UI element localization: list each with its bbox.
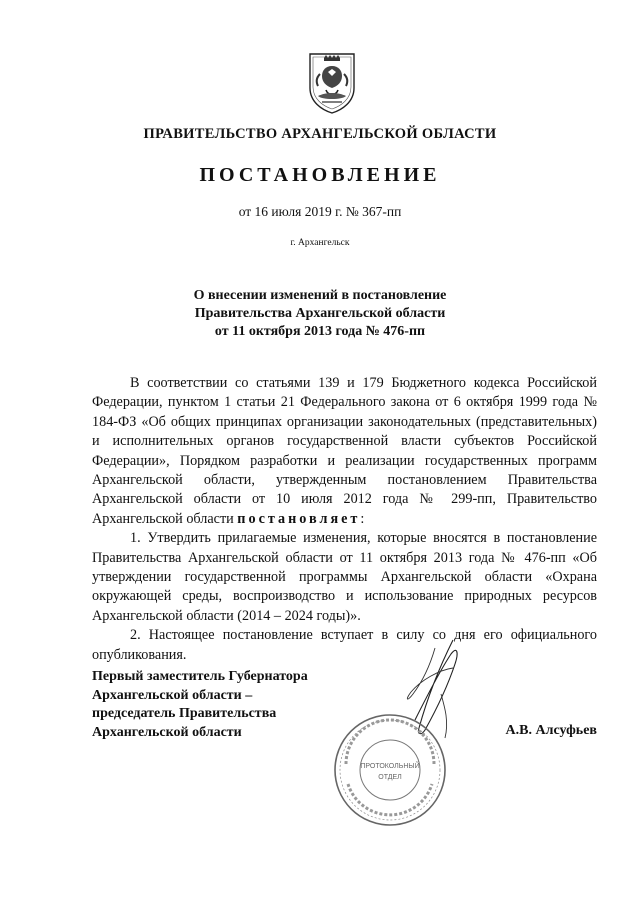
signatory-line: председатель Правительства [92, 706, 277, 721]
title-line: Правительства Архангельской области [194, 306, 446, 321]
item-1-paragraph: 1. Утвердить прилагаемые изменения, которые вносятся в постановление Правительства Архангельской области от 11 октября 2013 года № 476-пп «Об утверждении государственной программы Архангельской области «Охрана окружающей среды, воспроизводство и использование природных ресурсов Архангельской области (2014 – 2024 годы)». [92, 530, 597, 624]
signatory-position [92, 668, 308, 742]
decree-word: постановляет [237, 510, 361, 527]
document-title [0, 287, 640, 341]
round-seal-stamp-icon [332, 712, 448, 828]
signatory-line: Первый заместитель Губернатора [92, 669, 308, 684]
svg-text:ОТДЕЛ: ОТДЕЛ [378, 774, 402, 781]
item-2-paragraph: 2. Настоящее постановление вступает в силу со дня его официального опубликования. [92, 627, 597, 663]
signatory-line: Архангельской области [92, 724, 242, 740]
preamble-text: В соответствии со статьями 139 и 179 Бюджетного кодекса Российской Федерации, пунктом 1 статьи 21 Федерального закона от 6 октября 1999 года № 184-ФЗ «Об общих принципах организации законодательных (представительных) и исполнительных органов государственной власти субъектов Российской Федерации», Порядком разработки и реализации государственных программ Архангельской области, утвержденным постановлением Правительства Архангельской области от 10 июля 2012 года № 299-пп, Правительство Архангельской области [92, 375, 597, 527]
document-city: г. Архангельск [290, 238, 350, 248]
document-date-number: от 16 июля 2019 г. № 367-пп [238, 204, 402, 219]
svg-text:ПРОТОКОЛЬНЫЙ: ПРОТОКОЛЬНЫЙ [360, 763, 420, 770]
document-type: ПОСТАНОВЛЕНИЕ [199, 164, 441, 186]
signer-name: А.В. Алсуфьев [505, 723, 597, 738]
title-line: от 11 октября 2013 года № 476-пп [214, 324, 426, 339]
signatory-line: Архангельской области – [92, 687, 253, 703]
title-line: О внесении изменений в постановление [193, 288, 447, 303]
decree-suffix: : [360, 510, 365, 527]
document-body [92, 374, 597, 665]
preamble-paragraph [92, 374, 597, 529]
authority-name: ПРАВИТЕЛЬСТВО АРХАНГЕЛЬСКОЙ ОБЛАСТИ [143, 126, 497, 142]
coat-of-arms-icon [306, 52, 358, 114]
